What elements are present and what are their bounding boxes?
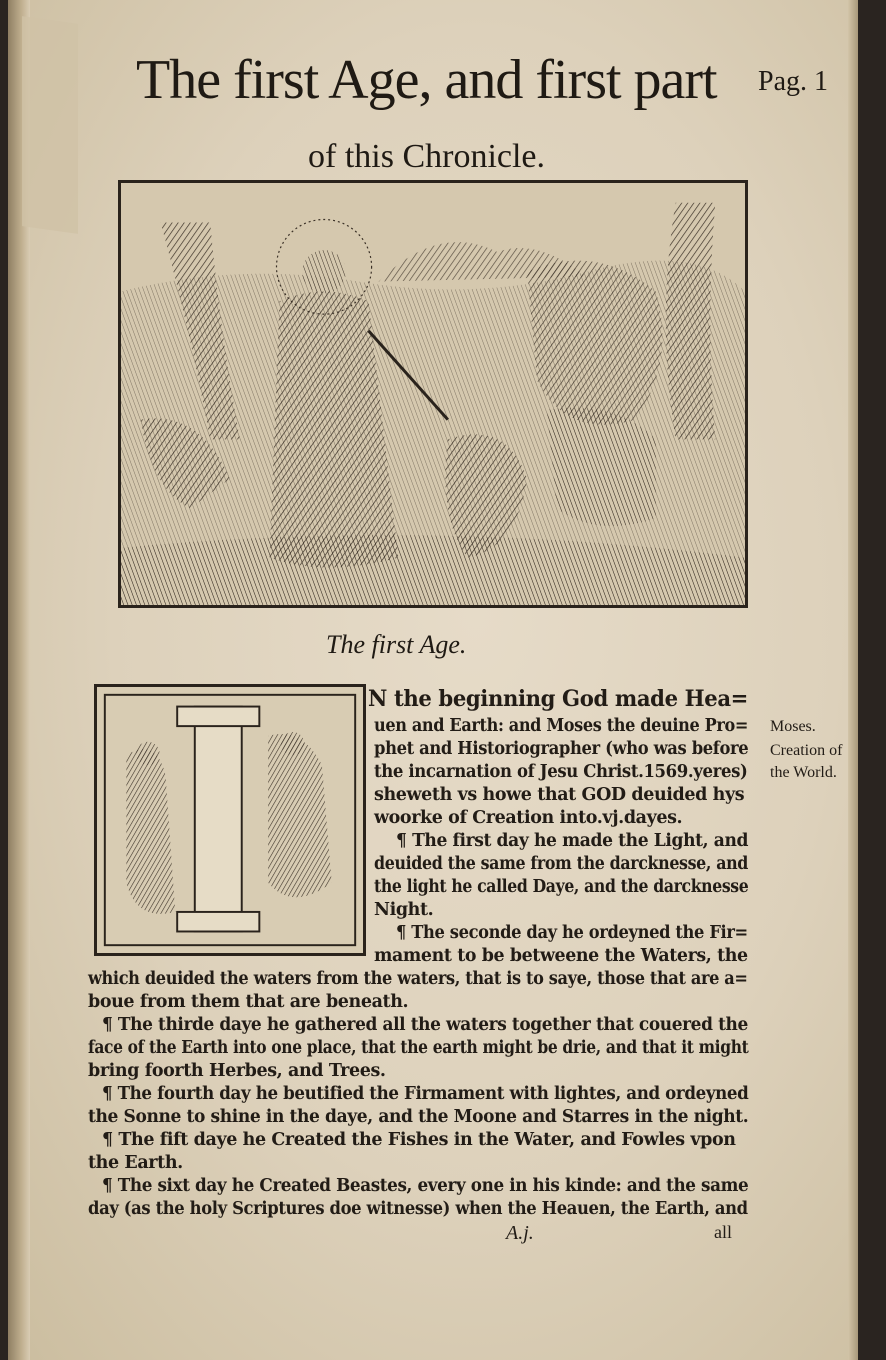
body-line: uen and Earth: and Moses the deuine Pro=: [374, 716, 749, 736]
body-line: ¶ The fourth day he beutified the Firmament with lightes, and ordeyned: [102, 1084, 749, 1104]
body-line: the Earth.: [88, 1153, 183, 1173]
body-line: boue from them that are beneath.: [88, 992, 409, 1012]
body-line: face of the Earth into one place, that the earth might be drie, and that it might: [88, 1038, 749, 1058]
signature-mark: A.j.: [506, 1222, 534, 1244]
body-line: day (as the holy Scriptures doe witnesse) when the Heauen, the Earth, and: [88, 1199, 748, 1219]
paper-tab: [22, 16, 78, 234]
book-page: [8, 0, 858, 1360]
body-line: Night.: [374, 900, 434, 920]
body-line: the incarnation of Jesu Christ.1569.yeres): [374, 762, 748, 782]
body-line: the Sonne to shine in the daye, and the Moone and Starres in the night.: [88, 1107, 749, 1127]
margin-note: Moses.: [770, 718, 816, 735]
body-line: the light he called Daye, and the darcknesse: [374, 877, 749, 897]
body-line: bring foorth Herbes, and Trees.: [88, 1061, 386, 1081]
body-line: sheweth vs howe that GOD deuided hys: [374, 785, 745, 805]
body-line: ¶ The seconde day he ordeyned the Fir=: [396, 923, 748, 943]
page-number: Pag. 1: [758, 66, 828, 97]
body-line: mament to be betweene the Waters, the: [374, 946, 748, 966]
body-line: which deuided the waters from the waters, that is to saye, those that are a=: [88, 969, 748, 989]
body-line: ¶ The fift daye he Created the Fishes in the Water, and Fowles vpon: [102, 1130, 736, 1150]
creation-woodcut-illustration: [118, 180, 748, 608]
body-line: woorke of Creation into.vj.dayes.: [374, 808, 683, 828]
body-line: ¶ The sixt day he Created Beastes, every one in his kinde: and the same: [102, 1176, 749, 1196]
catchword: all: [714, 1222, 732, 1242]
page-title-line2: of this Chronicle.: [308, 138, 546, 175]
page-edge: [848, 0, 858, 1360]
body-line: N the beginning God made Hea=: [368, 686, 749, 712]
decorated-initial-I: [94, 684, 366, 956]
body-line: deuided the same from the darcknesse, and: [374, 854, 749, 874]
body-line: ¶ The thirde daye he gathered all the waters together that couered the: [102, 1015, 748, 1035]
body-line: phet and Historiographer (who was before: [374, 739, 749, 759]
body-line: ¶ The first day he made the Light, and: [396, 831, 749, 851]
section-heading: The first Age.: [326, 630, 467, 659]
page-title-line1: The first Age, and first part: [136, 49, 717, 111]
margin-note: the World.: [770, 764, 837, 781]
margin-note: Creation of: [770, 742, 843, 759]
